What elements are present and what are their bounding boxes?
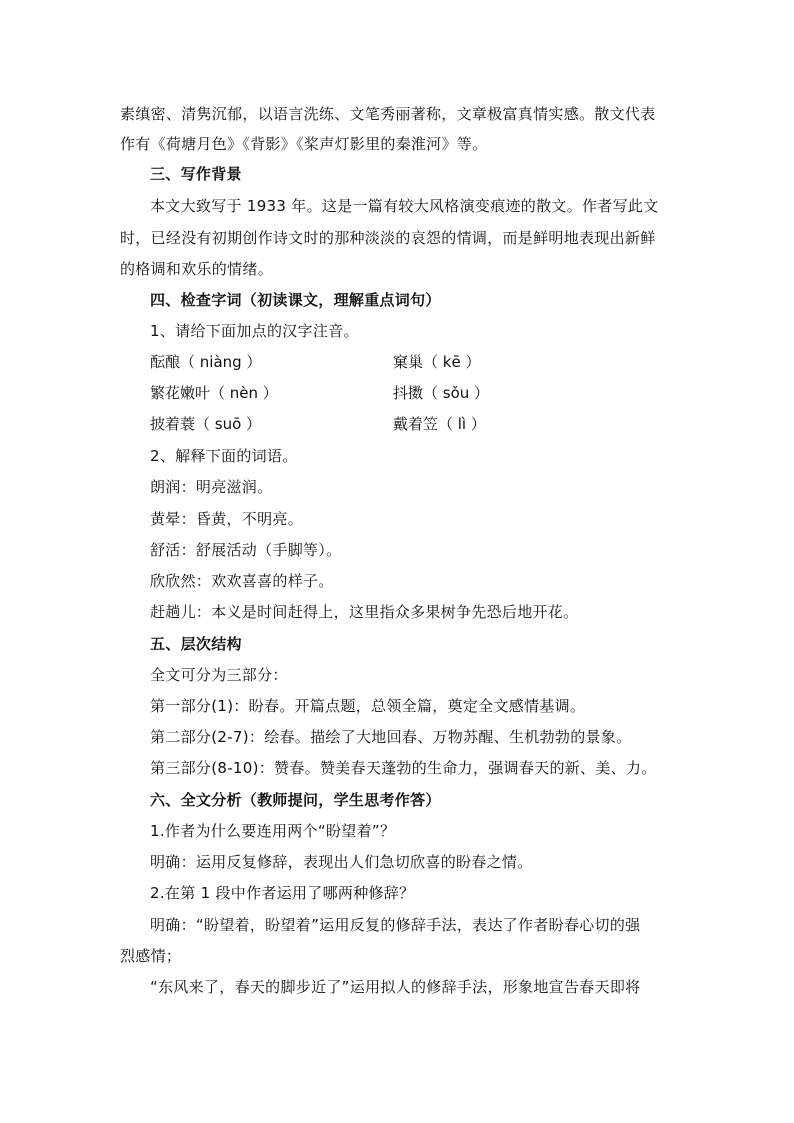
answer: 明确：“盼望着，盼望着”运用反复的修辞手法，表达了作者盼春心切的强: [150, 916, 641, 934]
paragraph-line: 的格调和欢乐的情绪。: [120, 260, 274, 278]
definition: 欣欣然：欢欢喜喜的样子。: [150, 572, 334, 590]
answer: “东风来了，春天的脚步近了”运用拟人的修辞手法，形象地宣告春天即将: [150, 978, 641, 996]
structure-part: 第三部分(8-10)：赞春。赞美春天蓬勃的生命力，强调春天的新、美、力。: [150, 759, 657, 777]
paragraph-line: 时，已经没有初期创作诗文时的那种淡淡的哀怨的情调，而是鲜明地表现出新鲜: [120, 229, 656, 247]
pinyin-item: 戴着笠（ lì ）: [393, 415, 486, 433]
section-heading: 六、全文分析（教师提问，学生思考作答）: [150, 791, 441, 809]
question: 1.作者为什么要连用两个“盼望着”？: [150, 822, 396, 840]
definition: 舒活：舒展活动（手脚等）。: [150, 541, 342, 559]
answer: 烈感情；: [120, 947, 182, 965]
definition: 朗润：明亮滋润。: [150, 478, 273, 496]
definition: 黄晕：昏黄，不明亮。: [150, 510, 304, 528]
section-heading: 三、写作背景: [150, 165, 242, 183]
paragraph-line: 全文可分为三部分：: [150, 666, 288, 684]
answer: 明确：运用反复修辞，表现出人们急切欣喜的盼春之情。: [150, 853, 533, 871]
paragraph-line: 本文大致写于 1933 年。这是一篇有较大风格演变痕迹的散文。作者写此文: [150, 197, 659, 215]
question: 1、请给下面加点的汉字注音。: [150, 322, 359, 340]
pinyin-item: 繁花嫩叶（ nèn ）: [150, 384, 278, 402]
pinyin-item: 披着蓑（ suō ）: [150, 415, 262, 433]
question: 2、解释下面的词语。: [150, 447, 298, 465]
definition: 赶趟儿：本义是时间赶得上，这里指众多果树争先恐后地开花。: [150, 603, 579, 621]
paragraph-line: 作有《荷塘月色》《背影》《桨声灯影里的秦淮河》等。: [120, 135, 488, 153]
pinyin-item: 抖擞（ sǒu ）: [393, 384, 490, 402]
pinyin-item: 窠巢（ kē ）: [393, 353, 481, 371]
pinyin-item: 酝酿（ niàng ）: [150, 353, 262, 371]
section-heading: 五、层次结构: [150, 635, 242, 653]
question: 2.在第 1 段中作者运用了哪两种修辞？: [150, 884, 415, 902]
section-heading: 四、检查字词（初读课文，理解重点词句）: [150, 291, 441, 309]
paragraph-line: 素缜密、清隽沉郁，以语言洗练、文笔秀丽著称，文章极富真情实感。散文代表: [120, 105, 656, 123]
structure-part: 第二部分(2-7)：绘春。描绘了大地回春、万物苏醒、生机勃勃的景象。: [150, 728, 632, 746]
structure-part: 第一部分(1)：盼春。开篇点题，总领全篇，奠定全文感情基调。: [150, 697, 586, 715]
